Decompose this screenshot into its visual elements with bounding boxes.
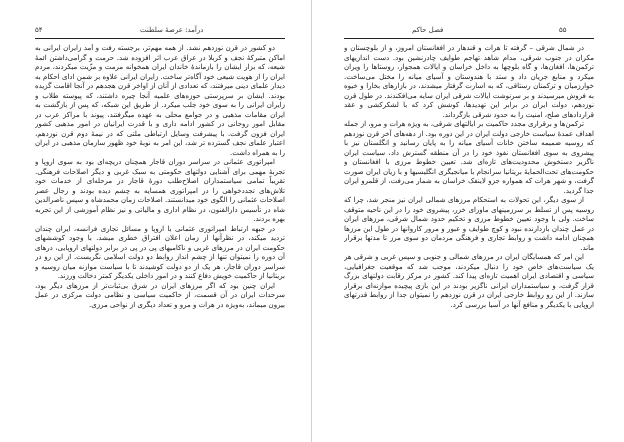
paragraph: در شمال شرقی – گرفته تا هرات و قندهار در افغانستان امروز، و از بلوچستان و مکران در جنوب شرقی، مدام شاهد تهاجم طوایف چادرنشین بود. دست اندازیهای ترکمن‌ها، افغان‌ها، و گاه بلوچها به داخل خراسان و ایالات همجوار، روستاها را ویران میکرد و منابع جریان داد و ستد با هندوستان و آسیای میانه را مختل می‌ساخت. خوارزمیان و ترکمنان رستاقی، که به اسارت گرفتار میشدند، در بازارهای بخارا و خیوه به فروش میرسیدند و بر سرنوشت ایالات شرقی ایران سایه می‌افکندند. در طول قرن نوزدهم، دولت ایران در برابر این تهدیدها، کوشش کرد که با لشکرکشی و عقد قراردادهای صلح، امنیت را به حدود شرقی بازگرداند. xyxy=(344,44,594,119)
right-page xyxy=(312,0,624,442)
paragraph: در جبهه ارتباط امپراتوری عثمانی با اروپا و مسائل تجاری فرانسه، ایران چندان تردید میکند، در نظرآنها از زمان اعلان افتراق خطری میشد. با وجود کوششهای حکومت ایران در مرزهای غربی و ناکامیهای پی در پی در برابر دولتهای اروپایی، درهای آن دوره را نمیتوان تنها از چشم انداز روابط دو دولت اسلامی نگریست. از این رو در سراسر دوران قاجار، هر یک از دو دولت کوشیدند تا با سیاست موازنه میان روسیه و بریتانیا از حاکمیت خویش دفاع کنند و در امور داخلی یکدیگر کمتر دخالت ورزند. xyxy=(35,224,285,280)
paragraph: امپراتوری عثمانی در سراسر دوران قاجار همچنان دریچه‌ای بود به سوی اروپا و تجربهٔ مهمی برای آشنایی دولتهای حکومتی به سبک غربی و دیگر اصلاحات فرهنگی. تقریباً تمامی سیاستمداران اصلاح‌طلب دورهٔ قاجار در مرحله‌ای از خدمات خود تلاش‌های تجددخواهی را در امپراتوری همسایه به چشم دیده بودند و رجال عصر اصلاحات عثمانی را الگوی خود میدانستند. اصلاحات زمان محمدشاه و سپس ناصرالدین شاه در تأسیس دارالفنون، در نظام اداری و مالیاتی و نیز نظام آموزشی از این تجربه بهره بردند. xyxy=(35,158,285,223)
paragraph: این امر که همسایگان ایران در مرزهای شمالی و جنوبی و سپس غربی و شرقی هر یک سیاست‌های خاص خود را دنبال میکردند، موجب شد که موقعیت جغرافیایی، سیاسی و اقتصادی ایران اهمیت تازه‌ای پیدا کند. کشور در مرکز رقابت دولتهای بزرگ قرار گرفت، و سیاستمداران ایرانی ناگزیر بودند در این بازی پیچیده موازنه‌ای برقرار سازند. از این رو روابط خارجی ایران در قرن نوزدهم را نمیتوان جدا از روابط قدرتهای اروپایی با یکدیگر و منافع آنها در آسیا بررسی کرد. xyxy=(344,253,594,309)
paragraph: دو کشور در قرن نوزدهم نشد. از همه مهم‌تر، برجسته رفت و آمد زایران ایرانی به اماکن متبرکهٔ نجف و کربلا در عراق عرب اثر افزوده شد. حرمت و گرامی‌داشتن ائمهٔ شیعه، که بزار ایشان را بازماندهٔ خاندان ایران همخوانه مرمت و مزّیت میکردند، مردم ایران را از هویت شیعی خود آگاه‌تر ساخت. زایران ایرانی علاوه بر شمن ادای احکام به دیدار علمای دینی میرفتند، که تعدادی از آنان از اواخر قرن هجدهم در آنجا اقامت گزیده بودند. ایشان بر سرپرستی حوزه‌های علمیه آنجا چیره داشتند، که پیوسته طلاب و زایران ایرانی را به سوی خود جلب میکرد. از طریق این شبکه، که پس از بازگشت به ایران مقامات مذهبی و در جوامع محلی به عهده میگرفتند، پیوند با مراکز عرب در مقابل امور روحانی در کشور ادامه داری و با قدرت ایرانیان در امور مذهبی کشور ایران فزون گرفت. با پیشرفت وسایل ارتباطی ملتی که در نیمهٔ دوم قرن نوزدهم، اعتبار علمای نجف گسترده تر شد، این امر به نوبهٔ خود ظهور سازمان مذهبی در ایران را به همراه داشت. xyxy=(35,44,285,157)
page-number: ۵۵ xyxy=(559,26,567,34)
paragraph: ایران چنین بود که اگر مرزهای ایران در شرق بی‌ثبات‌تر از مرزهای دیگر بود، سرحدات ایران در آن قسمت، از حاکمیت سیاسی و نظامی دولت مرکزی در عمل بیرون میماند، به‌ویژه در هرات و مرو و تعداد دیگری از نواحی مرزی. xyxy=(35,281,285,309)
header-rule xyxy=(344,38,594,39)
body-text xyxy=(344,44,594,432)
running-head: درآمد: عرصهٔ سلطنت xyxy=(140,26,204,34)
body-text xyxy=(35,44,285,412)
paragraph: ترکمن‌ها و برقراری مجدد حاکمیت بر ایالتهای شرقی، به ویژه هرات و مرو، از جمله اهداف عمدهٔ سیاست خارجی دولت ایران در این دوره بود. از دهه‌های آخر قرن نوزدهم که روسیه ضمیمه ساختن خانات آسیای میانه را به پایان رسانید و انگلستان نیز با پیشروی به سوی افغانستان نفوذ خود را در آن منطقه گسترش داد، سیاست ایران ناگزیر دستخوش محدودیت‌های تازه‌ای شد. تعیین خطوط مرزی با افغانستان و حکومت‌های تحت‌الحمایهٔ بریتانیا سرانجام با میانجیگری انگلیسیها و با زیان ایران صورت گرفت، و شهر هرات که همواره جزو لاینفک خراسان به شمار می‌رفت، از قلمرو ایران جدا گردید. xyxy=(344,120,594,195)
paragraph: از سوی دیگر، این تحولات به استحکام مرزهای شمالی ایران نیز منجر شد، چرا که روسیه پس از تسلط بر سرزمینهای ماورای خزر، پیشروی خود را در این ناحیه متوقف ساخت. ولی با وجود تعیین خطوط مرزی و تحکیم حدود شمال شرقی، مرزهای ایران در عمل چندان بازدارنده نبود و کوچ طوایف و عبور و مرور کاروانها در طول این مرزها همچنان ادامه داشت و روابط تجاری و فرهنگی مردمان دو سوی مرز تا مدتها برقرار ماند. xyxy=(344,196,594,252)
header-rule xyxy=(35,38,285,39)
running-head: فصل حاکم xyxy=(412,26,444,34)
page-number: ۵۴ xyxy=(35,26,43,34)
